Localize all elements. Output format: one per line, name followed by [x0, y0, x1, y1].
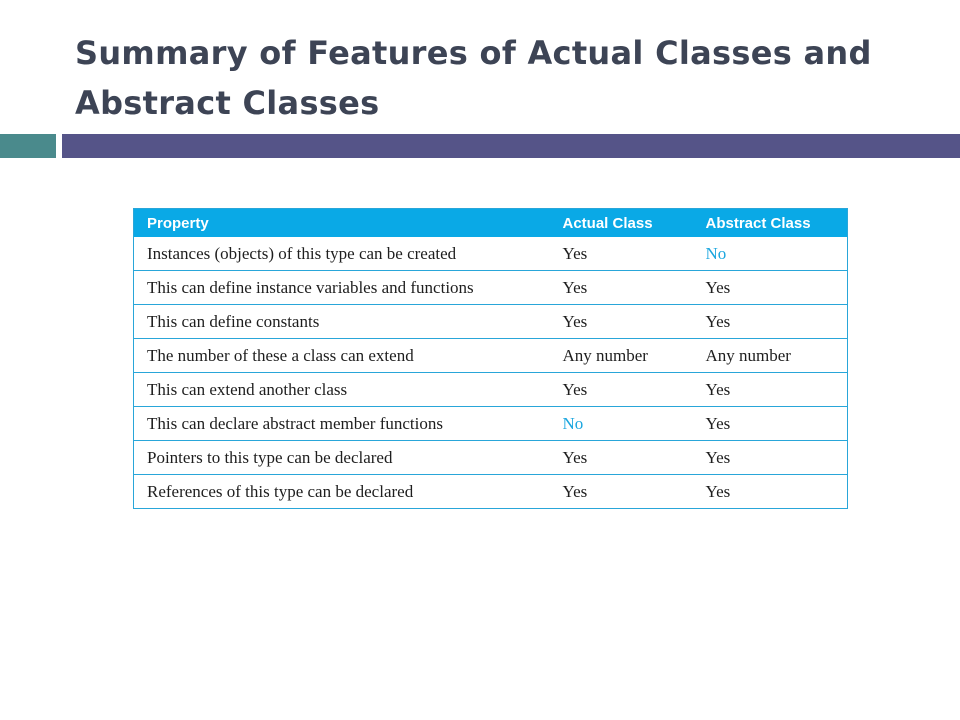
table-header-row: [134, 209, 848, 238]
table-body: [134, 237, 848, 509]
cell-property: This can extend another class: [134, 373, 550, 407]
table-row: [134, 441, 848, 475]
cell-actual-class: Yes: [550, 305, 693, 339]
cell-abstract-class: Yes: [693, 407, 848, 441]
cell-abstract-class: Yes: [693, 271, 848, 305]
cell-property: References of this type can be declared: [147, 481, 414, 501]
cell-property: Pointers to this type can be declared: [134, 441, 550, 475]
title-accent-bar-right: [62, 134, 960, 158]
table-row: [134, 271, 848, 305]
header-actual-class: Actual Class: [550, 209, 693, 238]
cell-actual-class: Any number: [550, 339, 693, 373]
table-row: [134, 339, 848, 373]
table-row: [134, 475, 848, 509]
cell-abstract-class: Yes: [693, 373, 848, 407]
cell-property: Instances (objects) of this type can be created: [134, 237, 550, 271]
header-property: Property: [134, 209, 550, 238]
table-row: [134, 237, 848, 271]
cell-actual-class: Yes: [562, 481, 588, 501]
cell-property: This can define instance variables and functions: [134, 271, 550, 305]
cell-abstract-class: Any number: [693, 339, 848, 373]
cell-actual-class: Yes: [550, 237, 693, 271]
cell-abstract-class: No: [693, 237, 848, 271]
cell-actual-class: Yes: [550, 271, 693, 305]
cell-abstract-class: Yes: [705, 481, 731, 501]
title-accent-bar-left: [0, 134, 56, 158]
features-table-container: [133, 208, 847, 509]
cell-property: This can declare abstract member functions: [134, 407, 550, 441]
cell-abstract-class: Yes: [693, 305, 848, 339]
cell-abstract-class: Yes: [693, 441, 848, 475]
table-header: [134, 209, 848, 238]
slide-title: Summary of Features of Actual Classes and Abstract Classes: [75, 34, 872, 122]
features-summary-table: [133, 208, 848, 509]
cell-actual-class: No: [550, 407, 693, 441]
header-abstract-class: Abstract Class: [693, 209, 848, 238]
table-row: [134, 407, 848, 441]
table-row: [134, 305, 848, 339]
cell-actual-class: Yes: [550, 441, 693, 475]
cell-property: The number of these a class can extend: [134, 339, 550, 373]
cell-property: This can define constants: [134, 305, 550, 339]
cell-actual-class: Yes: [550, 373, 693, 407]
table-row: [134, 373, 848, 407]
